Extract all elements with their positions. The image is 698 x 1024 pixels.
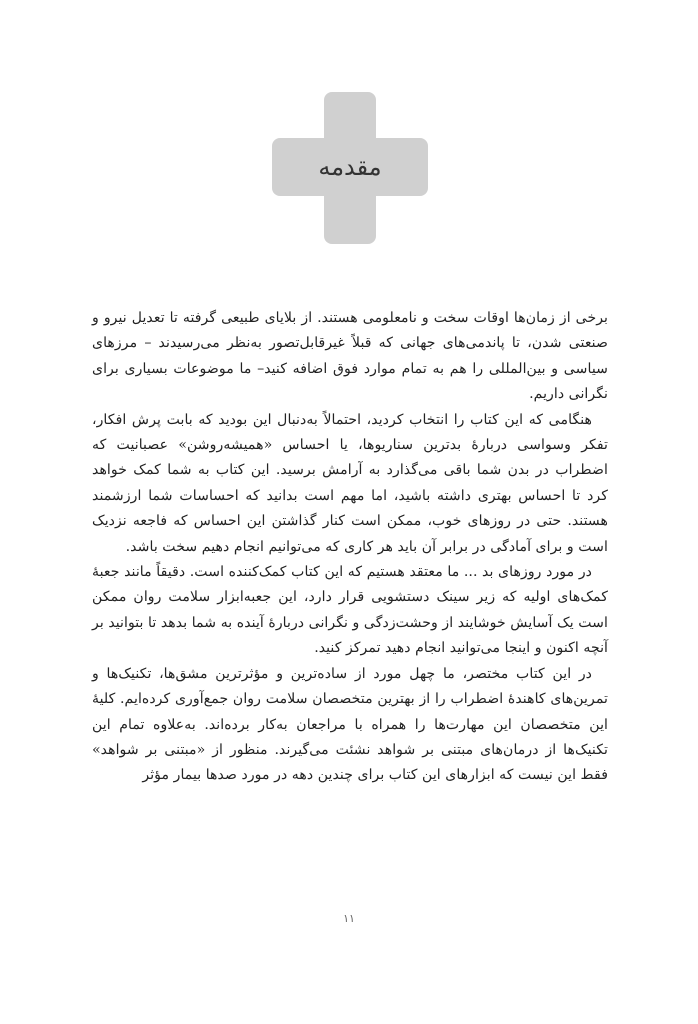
- paragraph-2: هنگامی که این کتاب را انتخاب کردید، احتمالاً به‌دنبال این بودید که بابت پرش افکار، تفکر وسواسی دربارهٔ بدترین سناریوها، یا احساس «همیشه‌روشن» عصبانیت که اضطراب در بدن شما باقی می‌گذارد به آرامش برسید. این کتاب به شما کمک خواهد کرد تا احساس بهتری داشته باشید، اما مهم است بدانید که احساسات شما ارزشمند هستند. حتی در روزهای خوب، ممکن است کنار گذاشتن این احساس که فاجعه نزدیک است و برای آمادگی در برابر آن باید هر کاری که می‌توانیم انجام دهیم سخت باشد.: [92, 411, 608, 555]
- chapter-title: مقدمه: [318, 153, 382, 181]
- paragraph-4: در این کتاب مختصر، ما چهل مورد از ساده‌ترین و مؤثرترین مشق‌ها، تکنیک‌ها و تمرین‌های کاهندهٔ اضطراب را از بهترین متخصصان سلامت روان جمع‌آوری کرده‌ایم. کلیهٔ این متخصصان این مهارت‌ها را همراه با مراجعان به‌کار برده‌اند. به‌علاوه تمام این تکنیک‌ها از درمان‌های مبتنی بر شواهد نشئت می‌گیرند. منظور از «مبتنی بر شواهد» فقط این نیست که ابزارهای این کتاب برای چندین دهه در مورد صدها بیمار مؤثر: [92, 665, 608, 784]
- paragraph-1: برخی از زمان‌ها اوقات سخت و نامعلومی هستند. از بلایای طبیعی گرفته تا تعدیل نیرو و صنعتی شدن، تا پاندمی‌های جهانی که قبلاً غیرقابل‌تصور به‌نظر می‌رسیدند – مرزهای سیاسی و بین‌المللی را هم به تمام موارد فوق اضافه کنید– ما موضوعات بسیاری برای نگرانی داریم.: [92, 310, 608, 403]
- heading-cross: [272, 92, 428, 244]
- paragraph-3: در مورد روزهای بد ... ما معتقد هستیم که این کتاب کمک‌کننده است. دقیقاً مانند جعبهٔ کمک‌های اولیه که زیر سینک دستشویی قرار دارد، این جعبه‌ابزار سلامت روان ممکن است یک آسایش خوشایند از وحشت‌زدگی و نگرانی دربارهٔ آینده به شما بدهد تا بتوانید بر آنچه اکنون و اینجا می‌توانید انجام دهید تمرکز کنید.: [92, 564, 608, 657]
- page-number: ۱۱: [343, 912, 355, 925]
- body-text: [92, 306, 608, 789]
